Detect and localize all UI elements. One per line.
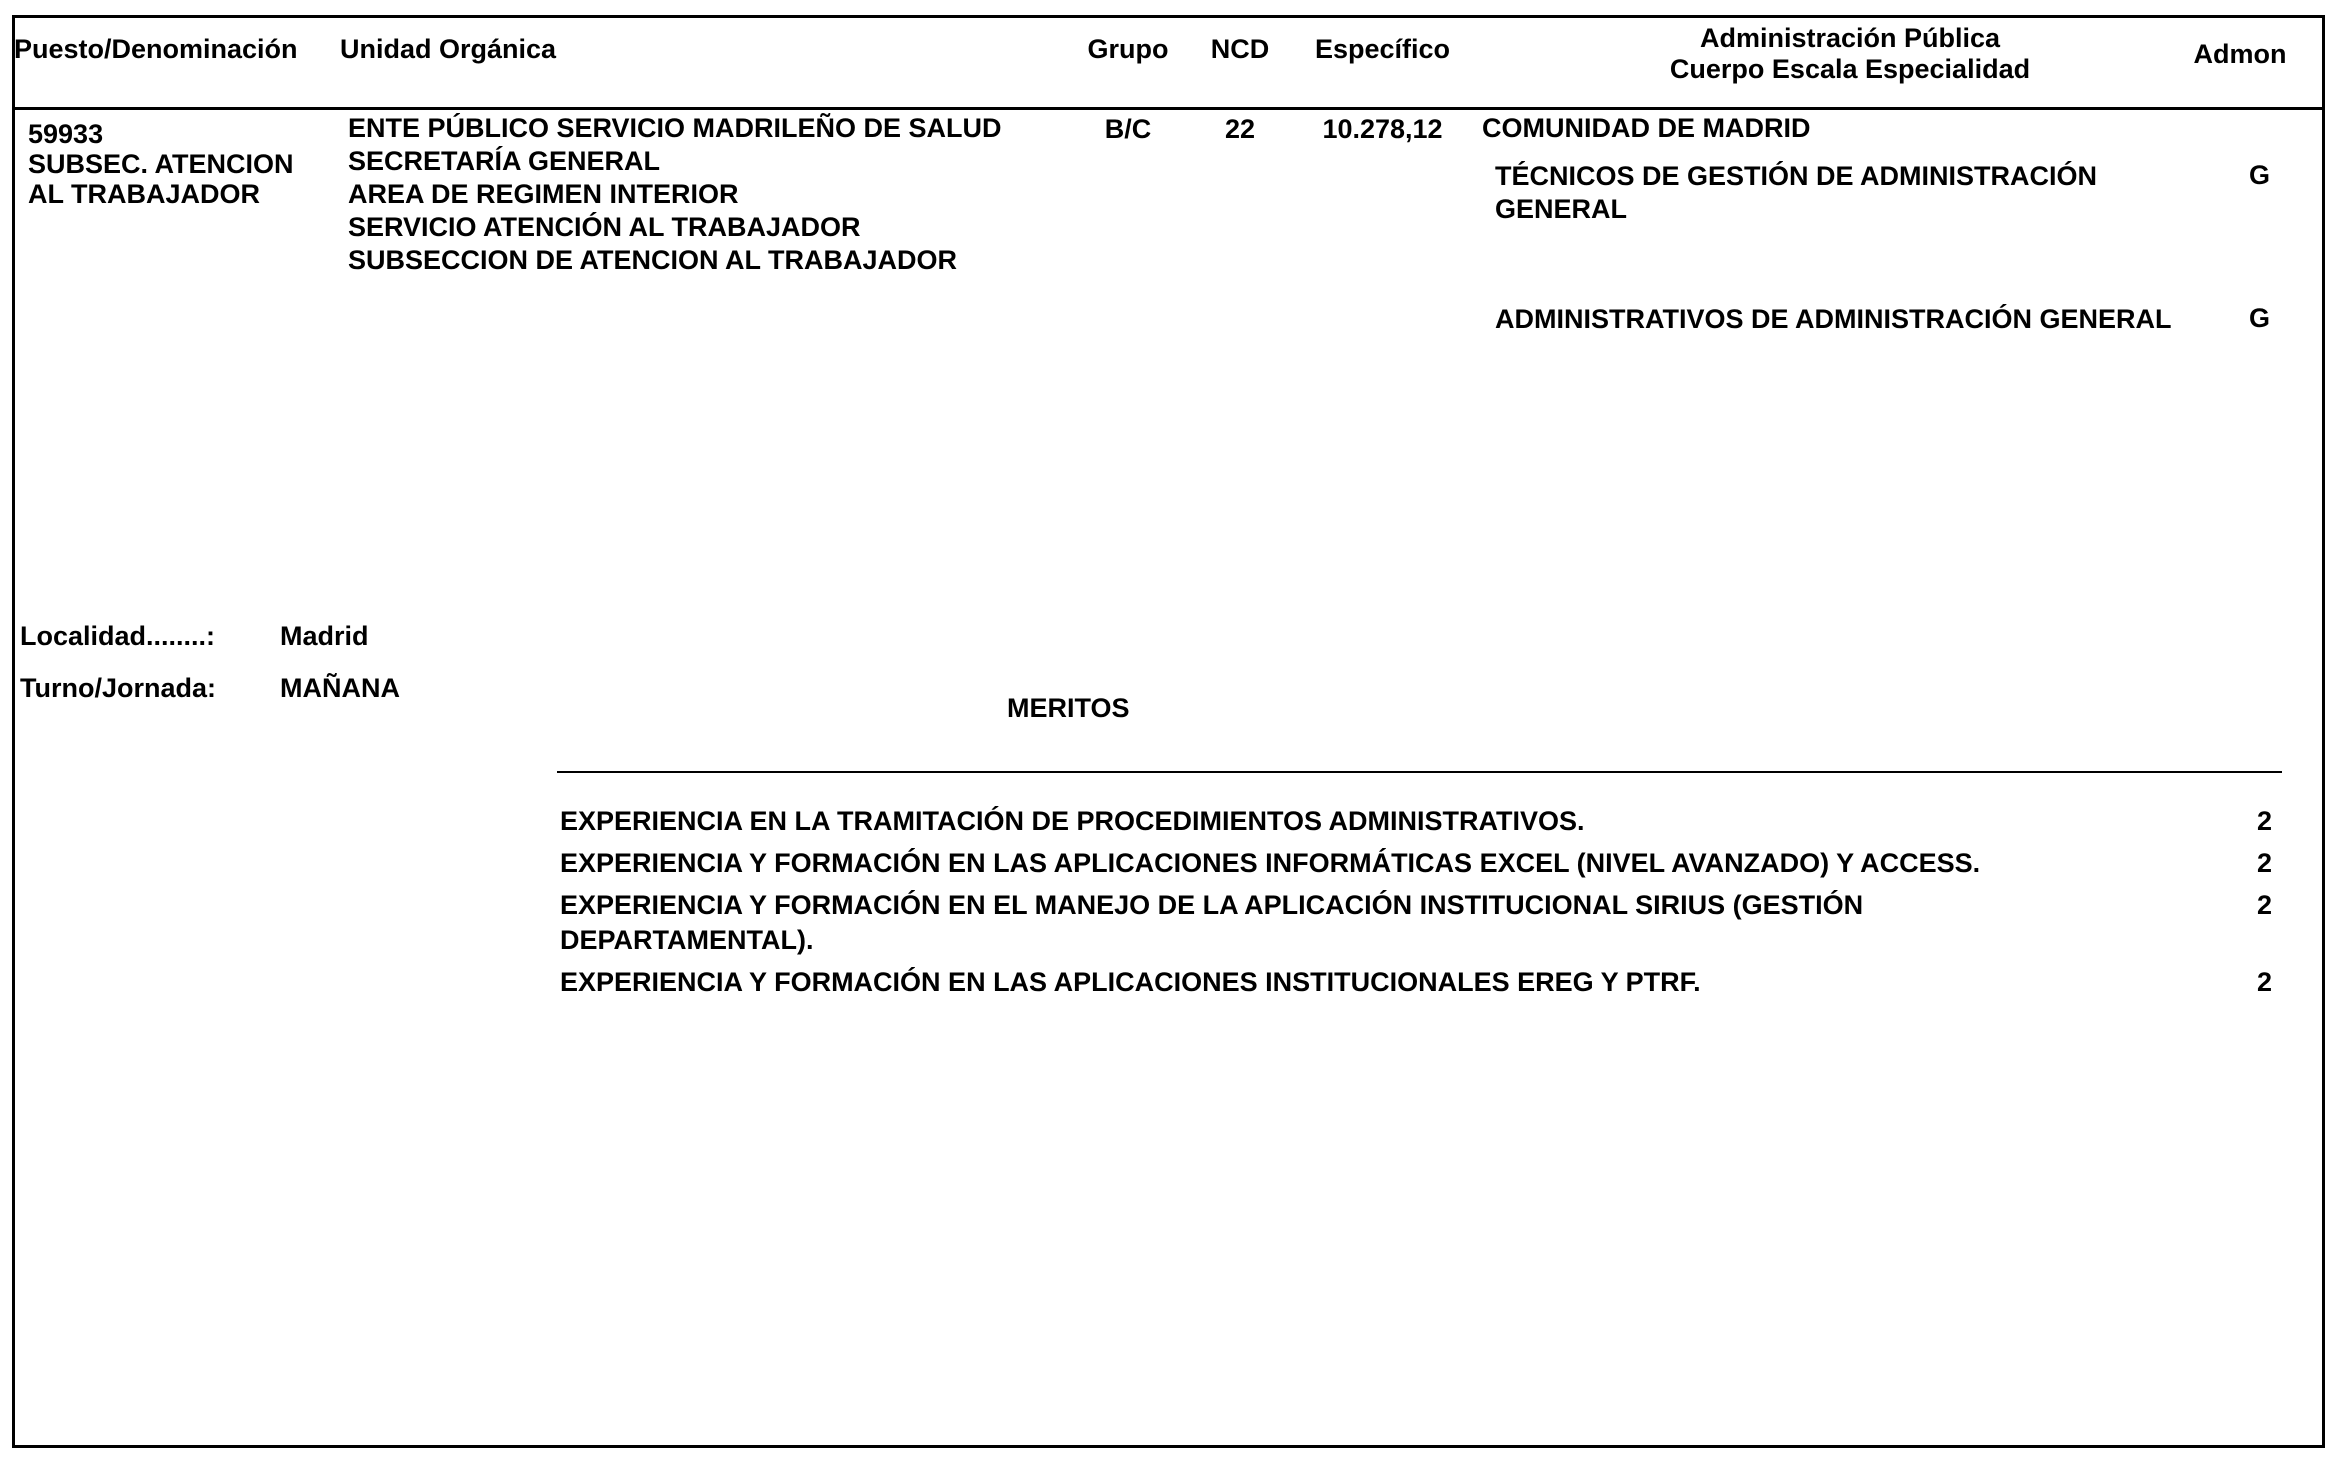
merit-item [560,846,2272,881]
puesto-name-line2: AL TRABAJADOR [28,179,261,209]
unidad-line: ENTE PÚBLICO SERVICIO MADRILEÑO DE SALUD [348,113,1002,143]
unidad-line: SUBSECCION DE ATENCION AL TRABAJADOR [348,245,958,275]
merit-value: 2 [2256,806,2272,836]
merit-value: 2 [2256,967,2272,997]
merit-value: 2 [2256,890,2272,920]
cuerpo-name-line: TÉCNICOS DE GESTIÓN DE ADMINISTRACIÓN [1495,161,2098,191]
column-header-unidad: Unidad Orgánica [340,34,557,64]
localidad-value: Madrid [280,621,369,651]
merit-text [560,804,1585,839]
merit-text-line: EXPERIENCIA Y FORMACIÓN EN LAS APLICACIONES INSTITUCIONALES EREG Y PTRF. [560,967,1701,997]
column-header-puesto: Puesto/Denominación [14,34,298,64]
cell-puesto-denominacion [28,119,294,209]
merit-text-line: DEPARTAMENTAL). [560,925,814,955]
cuerpo-name-line: GENERAL [1495,194,1628,224]
cell-especifico: 10.278,12 [1322,114,1443,144]
merit-text [560,846,1980,881]
header-separator-line [12,107,2325,110]
cell-administracion-publica: COMUNIDAD DE MADRID [1482,113,1811,143]
localidad-label: Localidad........: [20,621,216,651]
merit-text-line: EXPERIENCIA Y FORMACIÓN EN EL MANEJO DE LA APLICACIÓN INSTITUCIONAL SIRIUS (GESTIÓN [560,890,1864,920]
cuerpo-entry [1495,160,2097,226]
merit-text [560,965,1701,1000]
merit-item [560,888,2272,958]
column-header-especifico: Específico [1314,34,1451,64]
merit-value: 2 [2256,848,2272,878]
cell-grupo: B/C [1104,114,1152,144]
merit-text [560,888,1863,958]
cuerpo-admon-value: G [2248,160,2270,190]
puesto-name-line1: SUBSEC. ATENCION [28,149,294,179]
cuerpo-entry [1495,303,2172,336]
column-header-admon: Admon [2193,39,2287,69]
cell-unidad-organica [348,112,1002,277]
cuerpo-admon-value: G [2248,303,2270,333]
merits-heading: MERITOS [1007,693,1130,723]
column-header-administracion-publica [1600,23,2100,85]
unidad-line: SECRETARÍA GENERAL [348,146,661,176]
merit-text-line: EXPERIENCIA EN LA TRAMITACIÓN DE PROCEDIMIENTOS ADMINISTRATIVOS. [560,806,1585,836]
cell-ncd: 22 [1224,114,1256,144]
merits-list [560,804,2272,1007]
merit-item [560,965,2272,1000]
column-header-administracion-publica-line1: Administración Pública [1699,23,2001,53]
merit-text-line: EXPERIENCIA Y FORMACIÓN EN LAS APLICACIONES INFORMÁTICAS EXCEL (NIVEL AVANZADO) Y ACCESS. [560,848,1981,878]
unidad-line: AREA DE REGIMEN INTERIOR [348,179,739,209]
merit-item [560,804,2272,839]
cuerpo-name-line: ADMINISTRATIVOS DE ADMINISTRACIÓN GENERAL [1495,304,2172,334]
puesto-code: 59933 [28,119,104,149]
column-header-grupo: Grupo [1087,34,1169,64]
unidad-line: SERVICIO ATENCIÓN AL TRABAJADOR [348,212,861,242]
column-header-ncd: NCD [1210,34,1270,64]
turno-jornada-value: MAÑANA [280,673,400,703]
merits-separator-line [557,771,2282,773]
column-header-cuerpo-escala-especialidad: Cuerpo Escala Especialidad [1669,54,2031,84]
turno-jornada-label: Turno/Jornada: [20,673,217,703]
